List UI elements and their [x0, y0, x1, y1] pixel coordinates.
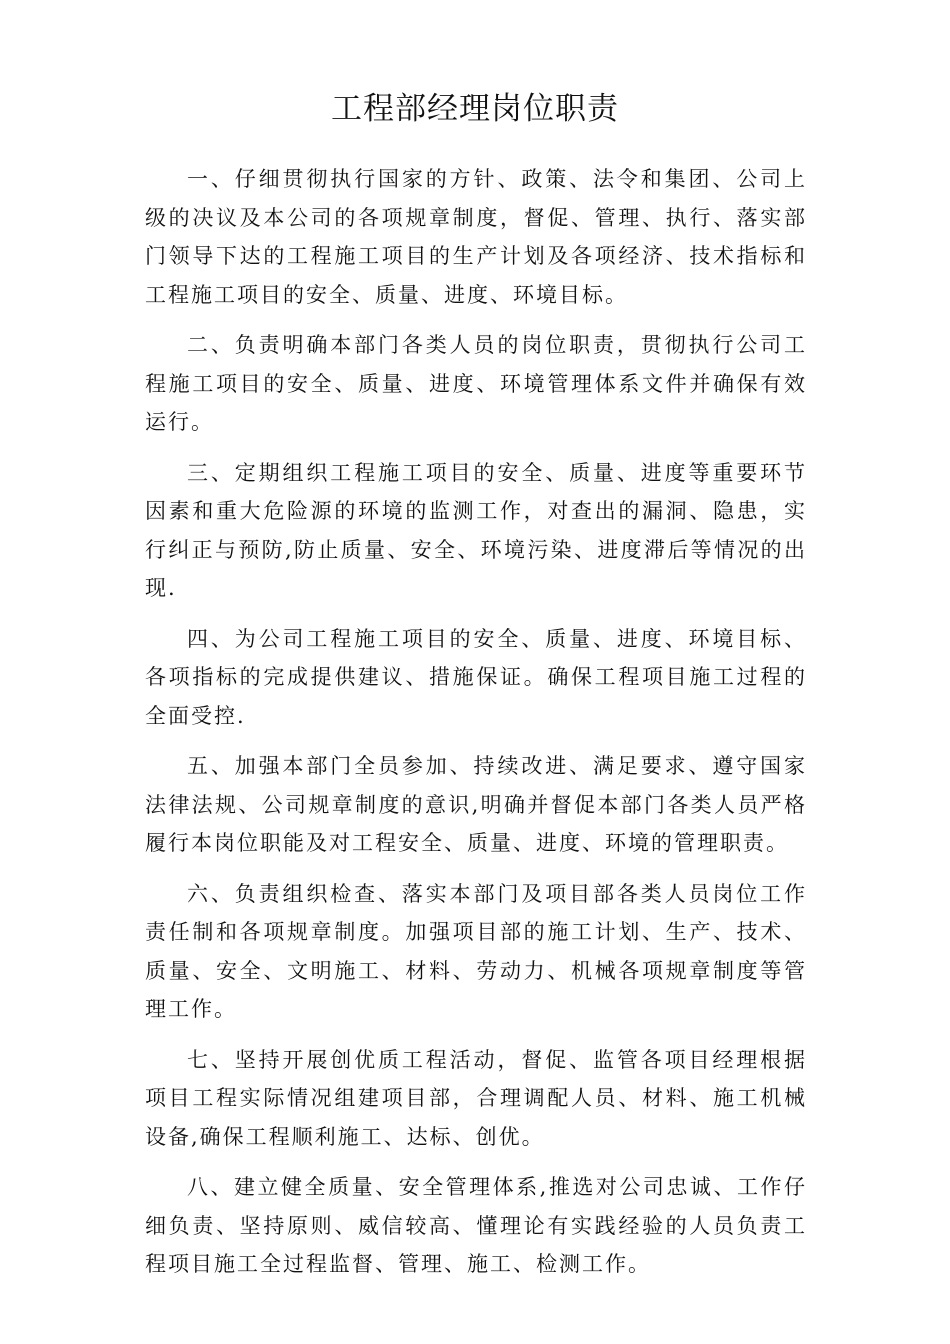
paragraph-6: 六、负责组织检查、落实本部门及项目部各类人员岗位工作责任制和各项规章制度。加强项目部的施工计划、生产、技术、质量、安全、文明施工、材料、劳动力、机械各项规章制度等管理工作。: [145, 881, 807, 1021]
paragraph-3: 三、定期组织工程施工项目的安全、质量、进度等重要环节因素和重大危险源的环境的监测工作，对查出的漏洞、隐患，实行纠正与预防,防止质量、安全、环境污染、进度滞后等情况的出现.: [145, 460, 807, 600]
paragraph-1: 一、仔细贯彻执行国家的方针、政策、法令和集团、公司上级的决议及本公司的各项规章制度，督促、管理、执行、落实部门领导下达的工程施工项目的生产计划及各项经济、技术指标和工程施工项目的安全、质量、进度、环境目标。: [145, 167, 807, 307]
paragraph-2: 二、负责明确本部门各类人员的岗位职责，贯彻执行公司工程施工项目的安全、质量、进度、环境管理体系文件并确保有效运行。: [145, 333, 807, 434]
paragraph-7: 七、坚持开展创优质工程活动，督促、监管各项目经理根据项目工程实际情况组建项目部，合理调配人员、材料、施工机械设备,确保工程顺利施工、达标、创优。: [145, 1047, 807, 1149]
paragraph-8: 八、建立健全质量、安全管理体系,推选对公司忠诚、工作仔细负责、坚持原则、威信较高、懂理论有实践经验的人员负责工程项目施工全过程监督、管理、施工、检测工作。: [145, 1175, 807, 1276]
document-body: [145, 160, 807, 1296]
paragraph-4: 四、为公司工程施工项目的安全、质量、进度、环境目标、各项指标的完成提供建议、措施保证。确保工程项目施工过程的全面受控.: [145, 626, 807, 728]
paragraph-5: 五、加强本部门全员参加、持续改进、满足要求、遵守国家法律法规、公司规章制度的意识,明确并督促本部门各类人员严格履行本岗位职能及对工程安全、质量、进度、环境的管理职责。: [145, 754, 807, 855]
document-title: 工程部经理岗位职责: [331, 91, 619, 127]
